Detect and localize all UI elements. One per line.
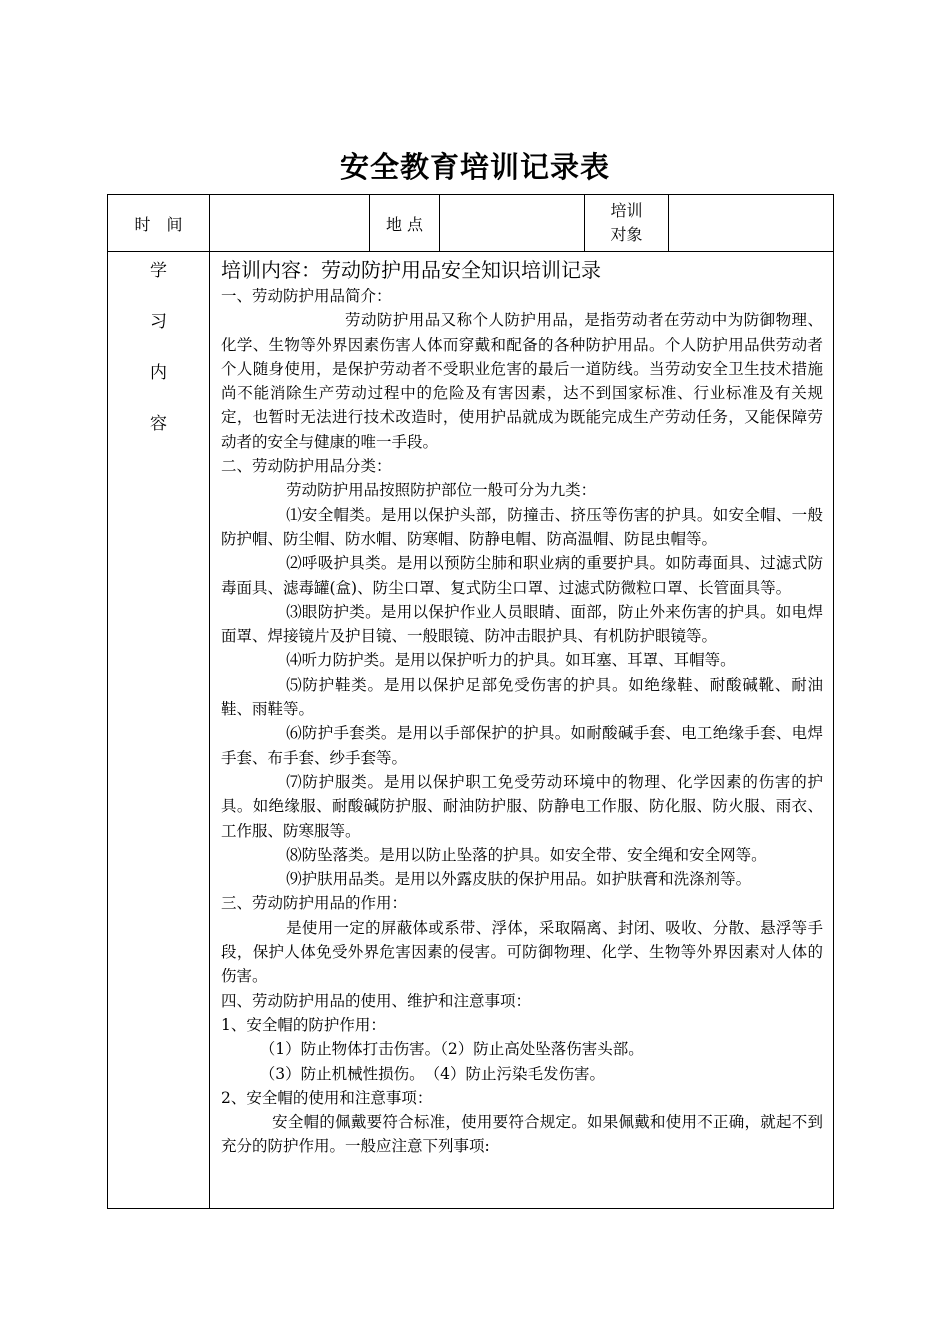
category-item: ⑸防护鞋类。是用以保护足部免受伤害的护具。如绝缘鞋、耐酸碱靴、耐油鞋、雨鞋等。 [221,675,823,719]
study-content-label [108,252,210,1209]
time-value-cell[interactable] [210,195,370,252]
section-3-text: 是使用一定的屏蔽体或系带、浮体，采取隔离、封闭、吸收、分散、悬浮等手段，保护人体免受外界危害因素的侵害。可防御物理、化学、生物等外界因素对人体的伤害。 [221,918,823,986]
category-item: ⑻防坠落类。是用以防止坠落的护具。如安全带、安全绳和安全网等。 [286,845,767,864]
category-item: ⑷听力防护类。是用以保护听力的护具。如耳塞、耳罩、耳帽等。 [286,651,736,670]
place-value-cell[interactable] [440,195,585,252]
content-row [108,252,834,1209]
target-value-cell[interactable] [669,195,834,252]
category-item: ⑴安全帽类。是用以保护头部，防撞击、挤压等伤害的护具。如安全帽、一般防护帽、防尘帽、防水帽、防寒帽、防静电帽、防高温帽、防昆虫帽等。 [221,505,823,548]
section-3-title: 三、劳动防护用品的作用： [221,894,408,913]
content-heading: 培训内容：劳动防护用品安全知识培训记录 [221,258,601,282]
target-label-line-2: 对象 [610,225,643,244]
category-item: ⑹防护手套类。是用以手部保护的护具。如耐酸碱手套、电工绝缘手套、电焊手套、布手套、纱手套等。 [221,724,823,767]
section-1-title: 一、劳动防护用品简介： [221,287,392,305]
training-record-table [107,194,834,1209]
time-label: 时 间 [108,195,210,252]
section-1-text: 劳动防护用品又称个人防护用品，是指劳动者在劳动中为防御物理、化学、生物等外界因素伤害人体而穿戴和配备的各种防护用品。个人防护用品供劳动者个人随身使用，是保护劳动者不受职业危害的最后一道防线。当劳动安全卫生技术措施尚不能消除生产劳动过程中的危险及有害因素，达不到国家标准、行业标准及有关规定，也暂时无法进行技术改造时，使用护品就成为既能完成生产劳动任务，又能保障劳动者的安全与健康的唯一手段。 [221,311,823,451]
target-label-line-1: 培训 [610,201,643,220]
side-char: 容 [150,414,167,434]
side-char: 学 [150,261,167,281]
section-4-1-line: （3）防止机械性损伤。 （4）防止污染毛发伤害。 [259,1064,605,1083]
category-item: ⑶眼防护类。是用以保护作业人员眼睛、面部，防止外来伤害的护具。如电焊面罩、焊接镜片及护目镜、一般眼镜、防冲击眼护具、有机防护眼镜等。 [221,602,823,646]
side-char: 习 [150,312,167,332]
header-row [108,195,834,252]
section-2-intro: 劳动防护用品按照防护部位一般可分为九类： [286,481,597,500]
category-item: ⑺防护服类。是用以保护职工免受劳动环境中的物理、化学因素的伤害的护具。如绝缘服、耐酸碱防护服、耐油防护服、防静电工作服、防化服、防火服、雨衣、工作服、防寒服等。 [221,772,823,840]
side-char: 内 [150,363,167,383]
target-label [585,195,669,252]
page-title: 安全教育培训记录表 [339,150,610,184]
section-4-title: 四、劳动防护用品的使用、维护和注意事项： [221,991,532,1010]
section-4-2-title: 2、安全帽的使用和注意事项： [221,1088,433,1107]
section-2-title: 二、劳动防护用品分类： [221,457,392,476]
section-4-2-text: 安全帽的佩戴要符合标准，使用要符合规定。如果佩戴和使用不正确，就起不到充分的防护作用。一般应注意下列事项: [221,1113,823,1156]
section-4-1-title: 1、安全帽的防护作用： [221,1015,386,1034]
place-label: 地 点 [370,195,440,252]
section-4-1-line: （1）防止物体打击伤害。（2）防止高处坠落伤害头部。 [259,1040,644,1059]
category-item: ⑵呼吸护具类。是用以预防尘肺和职业病的重要护具。如防毒面具、过滤式防毒面具、滤毒罐(盒)、防尘口罩、复式防尘口罩、过滤式防微粒口罩、长管面具等。 [221,554,823,597]
training-content-cell [210,252,834,1209]
category-item: ⑼护肤用品类。是用以外露皮肤的保护用品。如护肤膏和洗涤剂等。 [286,870,752,889]
